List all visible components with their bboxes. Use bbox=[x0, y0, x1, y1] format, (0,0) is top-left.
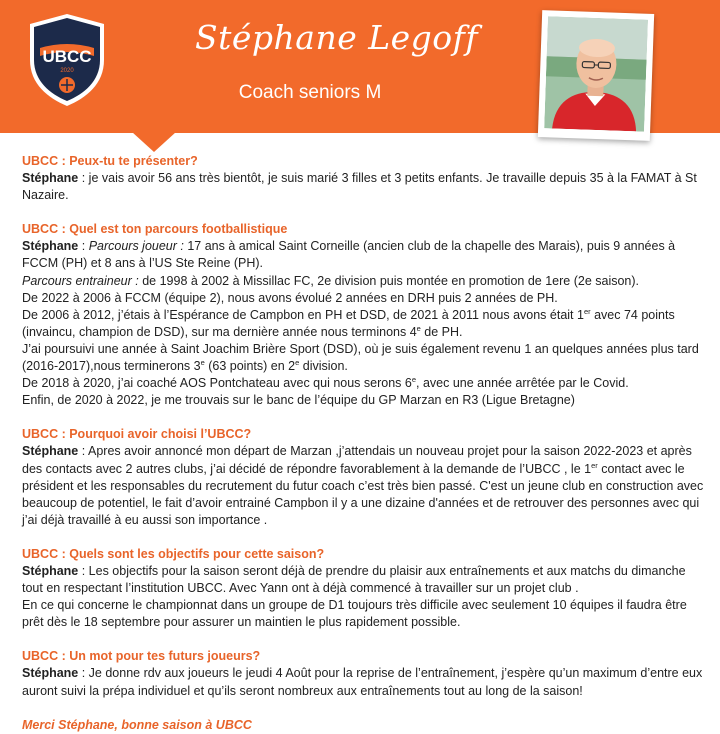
answer-text: contact avec le président et les responsables du recrutement du futur coach c’est très bien passé. C'est un jeune club en construction avec beaucoup de potentiel, le fait d’avoir entrainé Campbon il y a une dizaine d'années et de retrouver des personnes avec qui j’ai déjà travaillé à eu aussi son importance . bbox=[22, 462, 703, 527]
speaker-name: Stéphane bbox=[22, 444, 78, 458]
logo-year: 2020 bbox=[60, 68, 74, 74]
speaker-name: Stéphane bbox=[22, 171, 78, 185]
answer-text: avec 74 points (invaincu, champion de DSD), sur ma dernière année nous terminons 4 bbox=[22, 308, 675, 339]
person-photo-icon bbox=[544, 16, 648, 131]
ordinal-sup: e bbox=[417, 324, 421, 333]
speaker-name: Stéphane bbox=[22, 564, 78, 578]
answer-text: : Apres avoir annoncé mon départ de Marzan ,j’attendais un nouveau projet pour la saison 2022-2023 et après des contacts avec 2 autres clubs, j’ai décidé de répondre favorablement à la demande de l’UBCC , le 1 bbox=[22, 444, 692, 475]
question-2: UBCC : Quel est ton parcours footballistique bbox=[22, 221, 706, 238]
answer-text: En ce qui concerne le championnat dans un groupe de D1 toujours très difficile avec seulement 10 équipes il faudra être prêt dès le 18 septembre pour assurer un maintien le plus rapidement possible. bbox=[22, 597, 706, 631]
ordinal-sup: er bbox=[584, 307, 591, 316]
speaker-name: Stéphane bbox=[22, 666, 78, 680]
answer-2: Stéphane : Parcours joueur : 17 ans à amical Saint Corneille (ancien club de la chapelle des Marais), puis 9 années à FCCM (PH) et 8 ans à l’US Ste Reine (PH). Parcours entraineur : de 1998 à 2002 à Missillac FC, 2e division puis montée en promotion de 1ere (2e saison). De 2022 à 2006 à FCCM (équipe 2), nous avons évolué 2 années en DRH puis 2 années de PH. De 2006 à 2012, j’étais à l’Espérance de Campbon en PH et DSD, de 2021 à 2011 nous avons était 1er avec 74 points (invaincu, champion de DSD), sur ma dernière année nous terminons 4e de PH. J’ai poursuivi une année à Saint Joachim Brière Sport (DSD), où je suis également revenu 1 an quelques années plus tard (2016-2017),nous terminerons 3e (63 points) en 2e division. De 2018 à 2020, j’ai coaché AOS Pontchateau avec qui nous serons 6e, avec une année arrêtée par le Covid. Enfin, de 2020 à 2022, je me trouvais sur le banc de l’équipe du GP Marzan en R3 (Ligue Bretagne) bbox=[22, 238, 706, 409]
ordinal-sup: e bbox=[295, 358, 299, 367]
header-arrow bbox=[132, 132, 176, 152]
answer-text: : je vais avoir 56 ans très bientôt, je suis marié 3 filles et 3 petits enfants. Je travaille depuis 35 à la FAMAT à St Nazaire. bbox=[22, 171, 697, 202]
qa-section-1 bbox=[22, 153, 706, 204]
answer-text: de PH. bbox=[421, 325, 463, 339]
coach-photo bbox=[544, 16, 648, 131]
qa-section-4 bbox=[22, 546, 706, 631]
answer-text: : Je donne rdv aux joueurs le jeudi 4 Août pour la reprise de l’entraînement, j’espère qu’un maximum d’entre eux auront suivi la prépa individuel et qu’ils seront nombreux aux entraînements tout au long de la saison! bbox=[22, 666, 702, 697]
ordinal-sup: e bbox=[201, 358, 205, 367]
closing-thanks: Merci Stéphane, bonne saison à UBCC bbox=[22, 717, 706, 734]
qa-section-2 bbox=[22, 221, 706, 409]
answer-text: J’ai poursuivi une année à Saint Joachim Brière Sport (DSD), où je suis également revenu 1 an quelques années plus tard (2016-2017),nous terminerons 3 bbox=[22, 342, 699, 373]
logo-text: UBCC bbox=[42, 47, 91, 66]
answer-1 bbox=[22, 170, 706, 204]
question-3: UBCC : Pourquoi avoir choisi l’UBCC? bbox=[22, 426, 706, 443]
coach-name: Stéphane Legoff bbox=[195, 18, 425, 57]
qa-section-5 bbox=[22, 648, 706, 699]
answer-3 bbox=[22, 443, 706, 528]
answer-text: de 1998 à 2002 à Missillac FC, 2e division puis montée en promotion de 1ere (2e saison). bbox=[139, 274, 639, 288]
answer-4 bbox=[22, 563, 706, 631]
label-parcours-entraineur: Parcours entraineur : bbox=[22, 274, 139, 288]
coach-role: Coach seniors M bbox=[195, 82, 425, 104]
answer-text: (63 points) en 2 bbox=[205, 359, 295, 373]
question-5: UBCC : Un mot pour tes futurs joueurs? bbox=[22, 648, 706, 665]
answer-text: De 2006 à 2012, j’étais à l’Espérance de Campbon en PH et DSD, de 2021 à 2011 nous avons était 1 bbox=[22, 308, 584, 322]
question-4: UBCC : Quels sont les objectifs pour cette saison? bbox=[22, 546, 706, 563]
coach-photo-frame bbox=[538, 10, 654, 141]
ubcc-shield-icon bbox=[26, 12, 108, 108]
answer-text: 17 ans à amical Saint Corneille (ancien club de la chapelle des Marais), puis 9 années à FCCM (PH) et 8 ans à l’US Ste Reine (PH). bbox=[22, 239, 675, 270]
interview-content bbox=[22, 153, 706, 734]
answer-text: : Les objectifs pour la saison seront déjà de prendre du plaisir aux entraînements et aux matchs du dimanche tout en respectant l’institution UBCC. Avec Yann ont à déjà commencé à travailler sur un projet club . bbox=[22, 564, 686, 595]
ubcc-logo bbox=[26, 12, 108, 108]
qa-section-3 bbox=[22, 426, 706, 529]
ordinal-sup: e bbox=[412, 375, 416, 384]
label-parcours-joueur: Parcours joueur : bbox=[89, 239, 184, 253]
question-1: UBCC : Peux-tu te présenter? bbox=[22, 153, 706, 170]
speaker-name: Stéphane bbox=[22, 239, 78, 253]
answer-text: De 2022 à 2006 à FCCM (équipe 2), nous avons évolué 2 années en DRH puis 2 années de PH. bbox=[22, 290, 706, 307]
answer-text: , avec une année arrêtée par le Covid. bbox=[416, 376, 629, 390]
answer-5 bbox=[22, 665, 706, 699]
answer-text: De 2018 à 2020, j’ai coaché AOS Pontchateau avec qui nous serons 6 bbox=[22, 376, 412, 390]
ordinal-sup: er bbox=[591, 460, 598, 469]
answer-text: division. bbox=[299, 359, 348, 373]
answer-text: Enfin, de 2020 à 2022, je me trouvais sur le banc de l’équipe du GP Marzan en R3 (Ligue Bretagne) bbox=[22, 392, 706, 409]
